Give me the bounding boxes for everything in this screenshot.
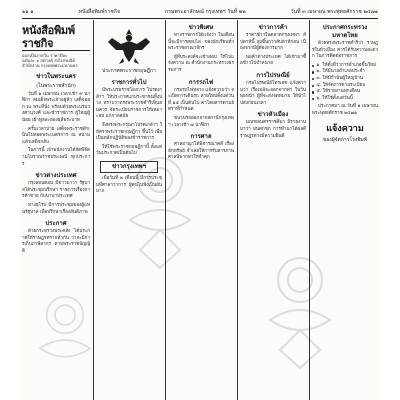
article-paragraph: มีพระบรมราชโองการ โปรดเกล้าฯ ให้ประกาศแก่ประชาชนทั้งปวง ทราบว่าทรงพระราชดำริเห็นสมควร จัดระเบียบราชการให้เหมาะสม แก่กาลสมัย: [96, 88, 162, 120]
article-paragraph: ทางราชการได้แจ้งว่า ในเดือนนี้จะมีการสอบไล่ ของนักเรียนทั่วพระราชอาณาจักร: [168, 33, 234, 52]
section-heading: การศาล: [190, 133, 212, 141]
bullet-icon: [312, 71, 314, 73]
garuda-emblem-icon: [106, 26, 152, 66]
masthead-info-1: ออกเป็นรายวัน ราคาปีละ: [22, 53, 68, 58]
column-rule: [93, 20, 94, 400]
page-header-bar: [22, 6, 378, 19]
column-5: [312, 20, 378, 400]
article-paragraph: กรมไปรษณีย์โทรเลข แจ้งความว่า เรือเมล์จะออกจากท่า ในวันพุธหน้า ผู้ที่จะส่งจดหมาย ให้นำไปส่งก่อนเวลา: [240, 80, 306, 106]
notice-heading: แจ้งความ: [326, 123, 364, 134]
article-paragraph: ด้วยทรงพระราชดำริว่า ราษฎรในหัวเมือง ควรได้รับความสะดวก ในการติดต่อราชการ: [312, 41, 378, 60]
section-heading: การรถไฟ: [188, 78, 214, 86]
bullet-icon: [312, 78, 314, 80]
article-paragraph: กรุงลอนดอน มีข่าวมาว่า รัฐบาลได้ประชุมปรึกษา ราชการเรื่องการค้าขาย กับนานาประเทศ: [22, 181, 90, 200]
bullet-icon: [312, 65, 314, 67]
article-paragraph: ด้วยกระทรวงพระคลัง ได้ประกาศให้ราษฎรทราบทั่วกัน ว่าจะมีการเก็บภาษีอากร ตามพระราชบัญญัติ: [22, 229, 90, 254]
issue-date: วันที่ ๓ เมษายน พระพุทธศักราช ๒๔๗๑: [290, 9, 378, 15]
column-1: [22, 20, 90, 400]
column-rule: [237, 20, 238, 400]
column-rule: [309, 20, 310, 400]
section-heading: ข่าวหัวเมือง: [257, 111, 289, 119]
masthead-info-2: ฉบับละ ๑ สตางค์ ส่งไปรษณีย์: [22, 58, 75, 64]
section-heading: ข่าวพิเศษ: [188, 24, 214, 31]
article-paragraph: ราคาข้าวในตลาดกรุงเทพฯ สัปดาห์นี้ สูงขึ้นกว่าสัปดาห์ก่อน เนื่องจากมีผู้ต้องการมาก: [240, 33, 306, 52]
bullet-icon: [312, 91, 314, 93]
article-paragraph: ครั้นเวลาบ่าย เสด็จพระราชดำเนินไปทอดพระเนตรการ ณ สนาม แล้วเสด็จกลับ: [22, 126, 90, 145]
column-rule: [165, 20, 166, 400]
bullet-icon: [312, 98, 314, 100]
column-4: [240, 20, 306, 400]
list-item: ๕. ให้รายงานทุกเดือน: [312, 89, 378, 96]
column-3: [168, 20, 234, 400]
section-heading: ข่าวต่างประเทศ: [35, 172, 77, 180]
newspaper-page: [20, 0, 380, 400]
numbered-list: [312, 63, 378, 103]
section-heading: ราชการทั่วไป: [111, 79, 147, 86]
page-number: ๑๑ ๑: [22, 9, 34, 15]
article-paragraph: ให้ใช้พระราชกฤษฎีกานี้ ตั้งแต่วันประกาศเป็นต้นไป: [96, 144, 162, 157]
section-heading: ประกาศกระทรวงมหาดไทย: [322, 24, 368, 39]
list-item: ๖. ให้ใช้ตั้งแต่วันนี้: [312, 96, 378, 103]
bullet-icon: [312, 85, 314, 87]
list-item: ๑. ให้ตั้งที่ว่าการอำเภอขึ้นใหม่: [312, 63, 378, 70]
publisher-line: กรมพระอาลักษณ์ กรุงเทพฯ วันที่ ๒๒: [165, 9, 246, 15]
article-paragraph: เมื่อวันที่ ๒ เดือนนี้ มีการประชุมที่ศาลาว่าการ ผู้คนไปฟังเป็นอันมาก: [96, 175, 162, 195]
article-paragraph: มณฑลนครราชสีมา มีรายงานมาว่า ฝนตกชุก การทำนาได้ผลดี ราษฎรต่างมีความยินดี: [240, 120, 306, 139]
list-item: ๔. ให้จัดการตามระเบียบ: [312, 83, 378, 90]
article-paragraph: ทางยุโรป มีการประชุมของผู้แทนรัฐบาล เพื่อปรึกษาเรื่องสันติภาพ: [22, 202, 90, 215]
boxed-section-heading: ข่าวกรุงเทพฯ: [100, 161, 158, 173]
list-item: ๒. ให้มีนายอำเภอประจำ: [312, 69, 378, 76]
masthead-title: หนังสือพิมพ์ราชกิจ: [22, 20, 90, 51]
article-paragraph: ผู้ที่ประสงค์จะเข้าสอบ ให้ไปแจ้งความ ณ สำนักงานกระทรวงธรรมการ: [168, 54, 234, 73]
article-paragraph: วันที่ ๑ เมษายน เวลาเช้า ๙ นาฬิกา สมเด็จพระเจ้าอยู่หัว เสด็จออก ณ พระที่นั่ง พร้อมด้วยพระบรมวงศานุวงศ์ และข้าราชการ ผู้ใหญ่ผู้น้อย เฝ้าทูลละอองธุลีพระบาท: [22, 91, 90, 123]
article-paragraph: จึงทรงพระกรุณาโปรดเกล้าฯ ให้ตราพระราชกฤษฎีกา ขึ้นไว้ เพื่อเป็นหลักปฏิบัติของข้าราชการ: [96, 122, 162, 142]
article-paragraph: ศาลอาญาได้พิจารณาคดี เรื่องลักทรัพย์ จำเลยให้การรับสารภาพ ศาลพิพากษาให้จำคุก: [168, 142, 234, 161]
section-heading: ข่าวการค้า: [258, 24, 288, 31]
section-heading: การไปรษณีย์: [256, 71, 290, 79]
article-paragraph: กรมรถไฟหลวง แจ้งความว่า จะเปิดการเดินรถ สายใหม่ตั้งแต่วันที่ ๑๕ เป็นต้นไป ค่าโดยสารตามอัตราที่กำหนด: [168, 87, 234, 113]
masthead-info-3: สำนักงาน กรุงเทพพระมหานคร: [22, 63, 78, 69]
article-paragraph: ขบวนรถออกจากสถานีกรุงเทพฯ เวลาเช้า ๗ นาฬิกา: [168, 115, 234, 128]
emblem-caption: ประกาศพระราชกฤษฎีกา: [102, 68, 156, 74]
article-paragraph: พ่อค้าต่างประเทศ ได้เข้ามาซื้อข้าวไปจำหน่าย: [240, 54, 306, 67]
section-heading: ประกาศ: [45, 220, 67, 228]
section-subheading: (ในพระราชสำนัก): [36, 82, 76, 89]
list-item: ๓. ให้มีกำนันผู้ใหญ่บ้าน: [312, 76, 378, 83]
article-paragraph: ในการนี้ เจ้าพนักงานได้จัดพิธีตามโบราณราชประเพณี ทุกประการ: [22, 148, 90, 167]
article-paragraph: ประกาศมา ณ วันที่ ๑ เมษายน พระพุทธศักราช ๒๔๗๑: [312, 104, 378, 116]
column-2: [96, 20, 162, 400]
paper-name: หนังสือพิมพ์ราชกิจ: [78, 9, 121, 15]
section-heading: ข่าวในพระนคร: [36, 72, 76, 80]
notice-footer: ของผู้จัดการโรงพิมพ์: [322, 136, 368, 143]
